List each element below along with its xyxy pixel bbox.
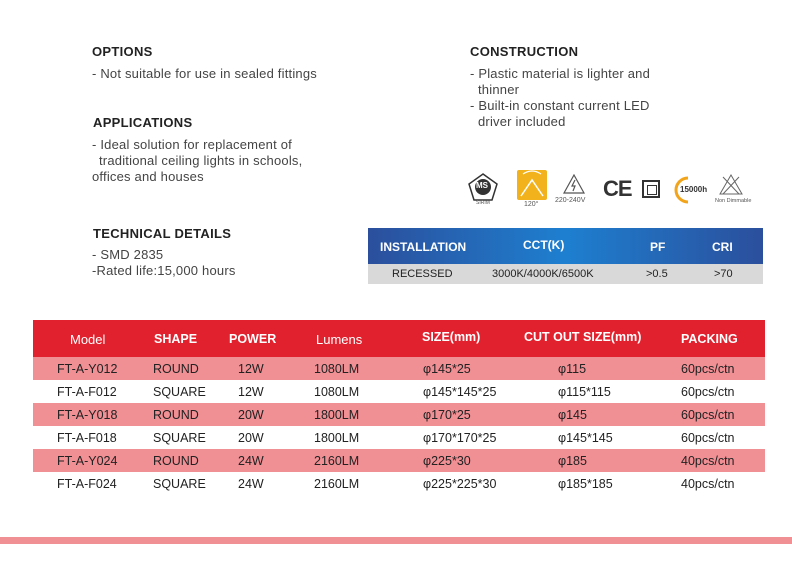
cell-size: φ145*25 xyxy=(423,362,471,376)
cell-shape: ROUND xyxy=(153,454,199,468)
non-dimmable-icon xyxy=(719,174,743,196)
cell-shape: ROUND xyxy=(153,362,199,376)
ce-icon: CE xyxy=(603,176,632,201)
applications-line: traditional ceiling lights in schools, xyxy=(99,153,303,168)
cell-cutout: φ115*115 xyxy=(558,385,611,399)
header-power: POWER xyxy=(229,332,277,346)
cell-model: FT-A-F024 xyxy=(57,477,117,491)
options-text xyxy=(92,66,317,82)
cell-cutout: φ115 xyxy=(558,362,587,376)
spec-header-cri: CRI xyxy=(712,240,733,254)
header-size: SIZE(mm) xyxy=(422,330,481,344)
cell-power: 20W xyxy=(238,408,264,422)
lifetime-icon xyxy=(674,175,706,205)
product-table xyxy=(33,320,765,495)
cell-shape: SQUARE xyxy=(153,431,206,445)
cell-lumens: 2160LM xyxy=(314,454,360,468)
cell-lumens: 1800LM xyxy=(314,431,360,445)
cell-model: FT-A-Y012 xyxy=(57,362,118,376)
spec-header-pf: PF xyxy=(650,240,666,254)
cell-packing: 60pcs/ctn xyxy=(681,431,735,445)
cell-size: φ170*25 xyxy=(423,408,471,422)
cell-shape: ROUND xyxy=(153,408,199,422)
cell-size: φ170*170*25 xyxy=(423,431,497,445)
table-row xyxy=(33,357,765,380)
header-lumens: Lumens xyxy=(316,332,363,347)
table-row xyxy=(33,380,765,403)
spec-header-installation: INSTALLATION xyxy=(380,240,467,254)
cell-cutout: φ145 xyxy=(558,408,587,422)
table-row xyxy=(33,426,765,449)
class-two-icon xyxy=(642,180,660,198)
ms-text: MS xyxy=(476,181,488,190)
beam-angle-label: 120° xyxy=(524,201,539,208)
technical-line: - SMD 2835 xyxy=(92,247,164,262)
cell-power: 20W xyxy=(238,431,264,445)
cell-packing: 40pcs/ctn xyxy=(681,454,735,468)
applications-line: - Ideal solution for replacement of xyxy=(92,137,292,152)
construction-title: CONSTRUCTION xyxy=(470,44,579,59)
table-row xyxy=(33,403,765,426)
certification-icons xyxy=(466,170,756,210)
cell-shape: SQUARE xyxy=(153,385,206,399)
cell-packing: 40pcs/ctn xyxy=(681,477,735,491)
ms-sirim-icon xyxy=(466,172,500,206)
ms-sub-label: SIRIM xyxy=(476,200,490,206)
table-row xyxy=(33,472,765,495)
cell-size: φ145*145*25 xyxy=(423,385,497,399)
technical-title: TECHNICAL DETAILS xyxy=(93,226,232,241)
cell-power: 12W xyxy=(238,385,264,399)
cell-lumens: 1080LM xyxy=(314,385,360,399)
cell-packing: 60pcs/ctn xyxy=(681,408,735,422)
technical-text xyxy=(92,247,236,279)
header-shape: SHAPE xyxy=(154,332,198,346)
cell-size: φ225*30 xyxy=(423,454,471,468)
cell-lumens: 1080LM xyxy=(314,362,360,376)
construction-line: - Built-in constant current LED xyxy=(470,98,650,113)
cell-model: FT-A-F012 xyxy=(57,385,117,399)
lifetime-text: 15000h xyxy=(680,185,708,194)
construction-text xyxy=(470,66,650,130)
spec-table-header xyxy=(368,228,763,264)
bottom-bar xyxy=(0,537,792,544)
header-cutout: CUT OUT SIZE(mm) xyxy=(524,330,642,344)
spec-table xyxy=(368,228,763,284)
cell-cutout: φ185*185 xyxy=(558,477,613,491)
spec-cell-cct: 3000K/4000K/6500K xyxy=(492,268,594,280)
product-table-header xyxy=(33,320,765,357)
cell-model: FT-A-Y018 xyxy=(57,408,118,422)
beam-angle-icon xyxy=(517,170,547,200)
cell-packing: 60pcs/ctn xyxy=(681,385,735,399)
spec-table-row xyxy=(368,264,763,284)
cell-packing: 60pcs/ctn xyxy=(681,362,735,376)
table-row xyxy=(33,449,765,472)
options-title: OPTIONS xyxy=(92,44,153,59)
cell-cutout: φ185 xyxy=(558,454,587,468)
spec-cell-installation: RECESSED xyxy=(392,268,453,280)
cell-cutout: φ145*145 xyxy=(558,431,613,445)
applications-title: APPLICATIONS xyxy=(93,115,193,130)
cell-model: FT-A-F018 xyxy=(57,431,117,445)
voltage-label: 220-240V xyxy=(555,197,586,204)
voltage-icon xyxy=(563,174,585,194)
applications-text xyxy=(92,137,302,185)
construction-line: - Plastic material is lighter and xyxy=(470,66,650,81)
construction-line: thinner xyxy=(478,82,520,97)
cell-shape: SQUARE xyxy=(153,477,206,491)
cell-power: 24W xyxy=(238,454,264,468)
cell-lumens: 2160LM xyxy=(314,477,360,491)
header-model: Model xyxy=(70,332,106,347)
construction-line: driver included xyxy=(478,114,566,129)
cell-power: 12W xyxy=(238,362,264,376)
options-line: - Not suitable for use in sealed fittings xyxy=(92,66,317,81)
applications-line: offices and houses xyxy=(92,169,204,184)
cell-power: 24W xyxy=(238,477,264,491)
technical-line: -Rated life:15,000 hours xyxy=(92,263,236,278)
product-table-body xyxy=(33,357,765,495)
non-dimmable-label: Non Dimmable xyxy=(715,198,752,204)
header-packing: PACKING xyxy=(681,332,738,346)
cell-lumens: 1800LM xyxy=(314,408,360,422)
spec-cell-pf: >0.5 xyxy=(646,268,668,280)
cell-size: φ225*225*30 xyxy=(423,477,497,491)
cell-model: FT-A-Y024 xyxy=(57,454,118,468)
spec-header-cct: CCT(K) xyxy=(523,238,565,252)
spec-cell-cri: >70 xyxy=(714,268,733,280)
